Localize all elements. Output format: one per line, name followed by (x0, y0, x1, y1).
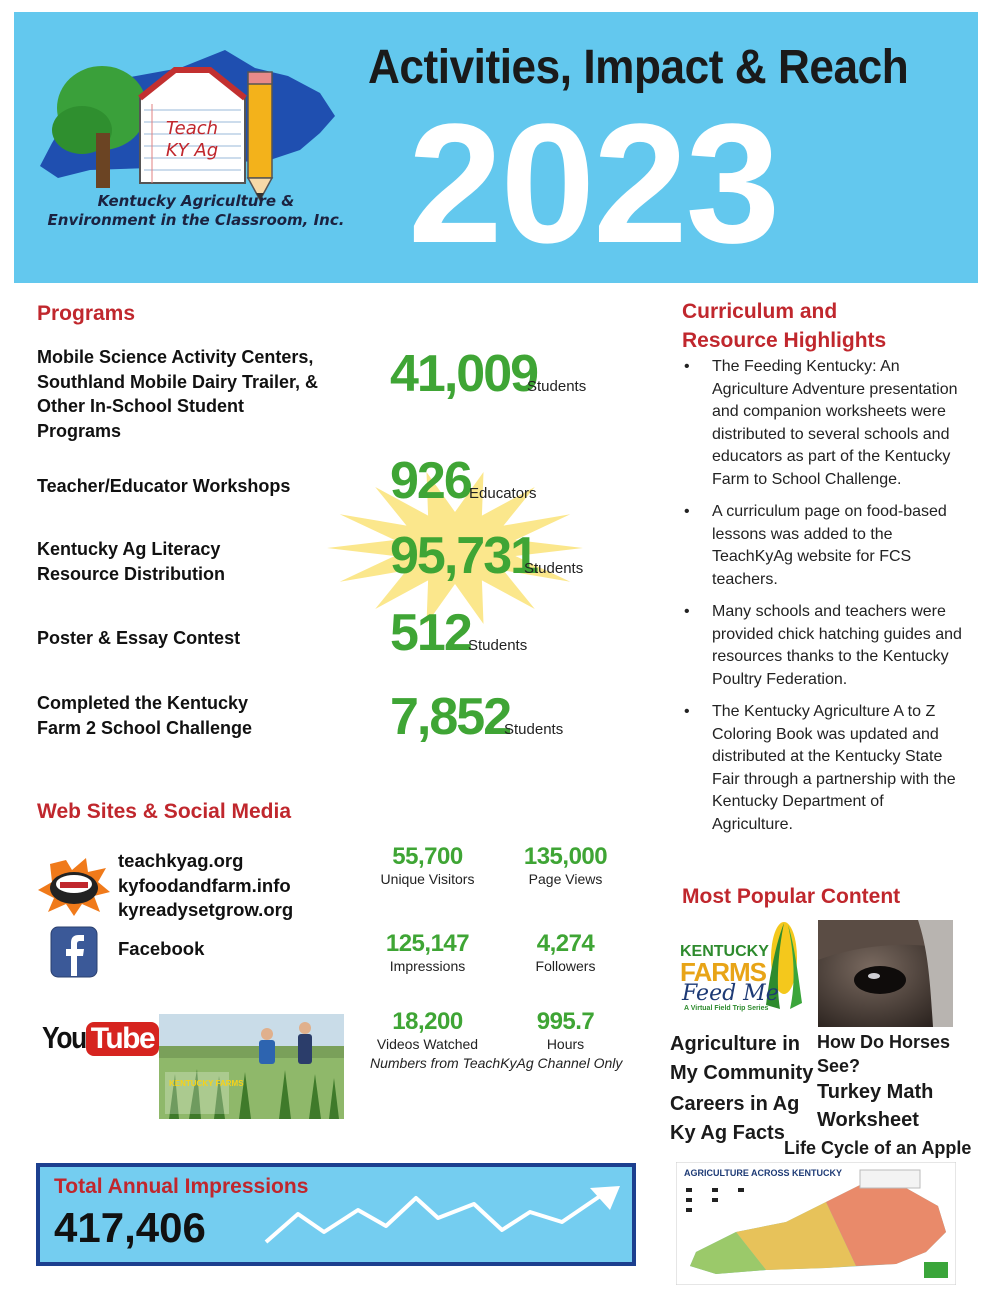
program-value-3: 95,731 (390, 527, 538, 585)
facebook-label: Facebook (118, 938, 205, 959)
popular-item-ag-community-1[interactable]: Agriculture in (670, 1033, 801, 1055)
program-unit-4: Students (468, 637, 528, 654)
site-link-kyfoodandfarm[interactable]: kyfoodandfarm.info (118, 874, 291, 896)
horse-eye-photo[interactable] (818, 920, 953, 1027)
popular-item-horses-2[interactable]: See? (817, 1056, 861, 1076)
curriculum-item-1: • The Feeding Kentucky: An Agriculture Adventure presentation and companion worksheets were distributed to several schools and educators as part of the Kentucky Farm to School Challenge. (682, 356, 967, 491)
stat-impressions: 125,147 Impressions (385, 930, 470, 974)
popular-item-turkey-1[interactable]: Turkey Math (817, 1081, 934, 1103)
program-value-5: 7,852 (390, 688, 511, 746)
stat-hours: 995.7 Hours (536, 1008, 595, 1052)
total-heading: Total Annual Impressions (54, 1175, 309, 1198)
popular-item-facts[interactable]: Ky Ag Facts (670, 1122, 785, 1144)
kyfoodandfarm-logo-icon (36, 858, 112, 918)
svg-text:KENTUCKY FARMS: KENTUCKY FARMS (169, 1079, 244, 1088)
popular-item-ag-community-2[interactable]: My Community (670, 1062, 814, 1084)
curriculum-item-3: • Many schools and teachers were provided chick hatching guides and resources thanks to the Kentucky Poultry Federation. (682, 601, 967, 691)
site-link-teachkyag[interactable]: teachkyag.org (118, 850, 244, 871)
program-value-4: 512 (390, 604, 471, 662)
popular-item-horses-1[interactable]: How Do Horses (817, 1032, 951, 1052)
program-unit-3: Students (524, 560, 584, 577)
stat-unique-visitors: 55,700 Unique Visitors (380, 843, 475, 887)
svg-text:AGRICULTURE ACROSS KENTUCKY: AGRICULTURE ACROSS KENTUCKY (684, 1168, 843, 1178)
curriculum-heading: Curriculum and Resource Highlights (682, 300, 887, 352)
stat-videos-watched: 18,200 Videos Watched (376, 1008, 479, 1052)
youtube-logo-icon: You Tube (42, 1020, 159, 1056)
program-label-2: Teacher/Educator Workshops (37, 476, 291, 496)
facebook-icon (50, 926, 98, 978)
popular-item-careers[interactable]: Careers in Ag (670, 1093, 800, 1115)
program-label-1: Mobile Science Activity Centers, Southland Mobile Dairy Trailer, & Other In-School Student Programs (37, 347, 319, 441)
logo-barn-text-2: KY Ag (165, 140, 219, 161)
year-title: 2023 (408, 89, 779, 279)
popular-item-apple[interactable]: Life Cycle of an Apple (784, 1138, 972, 1158)
site-list (118, 849, 293, 923)
kentucky-farms-feed-me-logo[interactable]: KENTUCKY FARMS Feed Me A Virtual Field Trip Series (676, 913, 806, 1015)
page-title: Activities, Impact & Reach (368, 41, 909, 94)
program-unit-2: Educators (469, 485, 537, 502)
program-unit-1: Students (527, 378, 587, 395)
program-value-2: 926 (390, 452, 471, 510)
logo-caption: Kentucky Agriculture & Environment in the Classroom, Inc. (47, 192, 345, 229)
logo-barn-text-1: Teach (165, 118, 219, 139)
trend-arrow-icon (262, 1182, 628, 1254)
program-unit-5: Students (504, 721, 564, 738)
popular-heading: Most Popular Content (682, 885, 901, 908)
program-label-4: Poster & Essay Contest (37, 628, 241, 648)
curriculum-list (682, 356, 967, 846)
curriculum-item-4: • The Kentucky Agriculture A to Z Coloring Book was updated and distributed at the Kentucky State Fair through a partnership with the Kentucky Department of Agriculture. (682, 701, 967, 836)
popular-item-turkey-2[interactable]: Worksheet (817, 1109, 919, 1131)
popular-left-list (670, 1030, 813, 1148)
agriculture-across-kentucky-map[interactable] (676, 1162, 956, 1285)
popular-right-list (817, 1030, 950, 1134)
stat-followers: 4,274 Followers (535, 930, 596, 974)
web-heading: Web Sites & Social Media (37, 800, 292, 823)
youtube-note: Numbers from TeachKyAg Channel Only (370, 1055, 623, 1071)
total-value: 417,406 (54, 1204, 206, 1251)
site-link-kyreadysetgrow[interactable]: kyreadysetgrow.org (118, 899, 294, 920)
program-value-1: 41,009 (390, 345, 538, 403)
program-label-5: Completed the Kentucky Farm 2 School Challenge (37, 693, 253, 738)
youtube-video-thumbnail[interactable] (159, 1014, 344, 1119)
curriculum-item-2: • A curriculum page on food-based lessons was added to the TeachKyAg website for FCS teachers. (682, 501, 967, 591)
programs-heading: Programs (37, 302, 136, 325)
stat-page-views: 135,000 Page Views (523, 843, 608, 887)
program-label-3: Kentucky Ag Literacy Resource Distribution (37, 539, 226, 584)
